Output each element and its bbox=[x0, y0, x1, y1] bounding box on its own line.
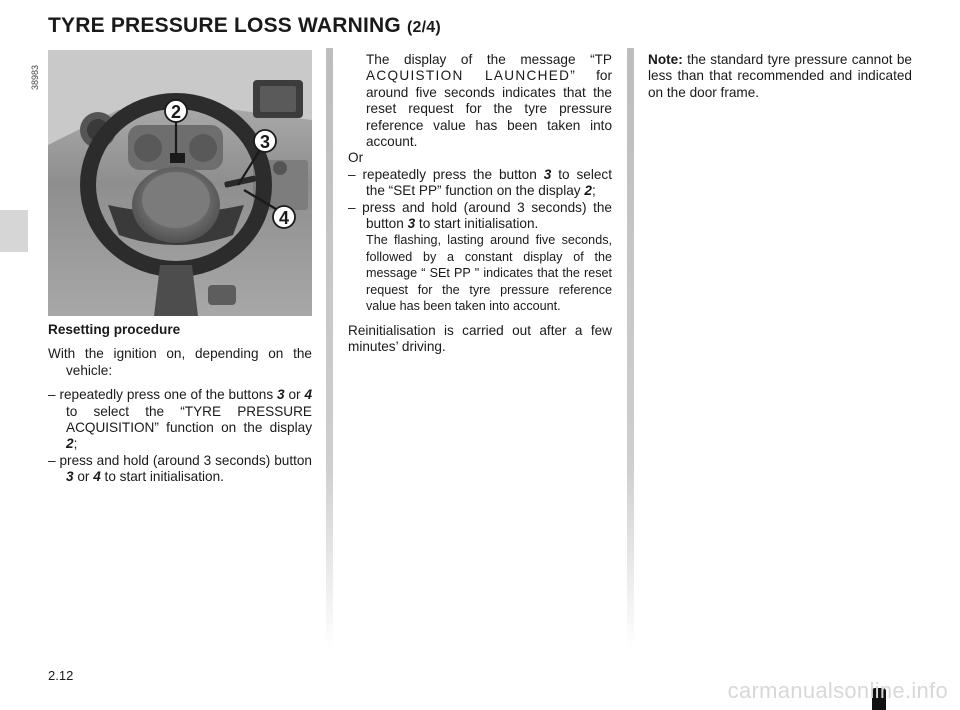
steering-wheel-illustration bbox=[48, 50, 312, 316]
callout-4-label: 4 bbox=[278, 208, 290, 228]
callout-2-label: 2 bbox=[170, 102, 182, 122]
title-part: (2/4) bbox=[406, 19, 441, 36]
callout-4 bbox=[273, 206, 295, 228]
column-1 bbox=[48, 322, 312, 486]
callout-3 bbox=[254, 130, 276, 152]
or-text: Or bbox=[348, 150, 364, 166]
column-divider-2 bbox=[627, 48, 634, 648]
figure-reference: 38983 bbox=[30, 64, 40, 90]
instruction-item-1: – repeatedly press one of the buttons 3 or 4 to select the “TYRE PRESSURE ACQUISITION” function on the display 2; bbox=[48, 387, 313, 452]
intro-text: With the ignition on, depending on the vehicle: bbox=[48, 346, 312, 378]
page-title: TYRE PRESSURE LOSS WARNING (2/4) bbox=[48, 14, 441, 37]
reinit-paragraph: Reinitialisation is carried out after a few minutes’ driving. bbox=[348, 322, 612, 354]
column-2 bbox=[348, 52, 612, 355]
message-paragraph: The display of the message “TP ACQUISTION LAUNCHED” for around five seconds indicates that the reset request for the tyre pressure reference value has been taken into account. bbox=[366, 52, 612, 150]
section-heading: Resetting procedure bbox=[48, 322, 181, 337]
column-3 bbox=[648, 52, 912, 101]
page-number: 2.12 bbox=[48, 668, 74, 683]
column-divider-1 bbox=[326, 48, 333, 648]
callout-2 bbox=[165, 100, 187, 122]
note-label: Note: bbox=[648, 52, 683, 67]
instruction-item-2: – press and hold (around 3 seconds) button 3 or 4 to start initialisation. bbox=[48, 452, 312, 485]
dashboard-photo bbox=[48, 50, 312, 316]
note-paragraph: Note: the standard tyre pressure cannot be less than that recommended and indicated on the door frame. bbox=[648, 52, 912, 100]
callout-3-label: 3 bbox=[259, 132, 271, 152]
watermark: carmanualsonline.info bbox=[727, 678, 948, 703]
instruction-item-4: – press and hold (around 3 seconds) the button 3 to start initialisation. bbox=[348, 199, 612, 232]
instruction-item-4-detail: The flashing, lasting around five seconds, followed by a constant display of the message “ SEt PP " indicates that the reset request for the tyre pressure reference value has been taken into account. bbox=[366, 233, 612, 314]
section-tab bbox=[0, 210, 28, 252]
instruction-item-3: – repeatedly press the button 3 to select the “SEt PP” function on the display 2; bbox=[348, 166, 613, 199]
